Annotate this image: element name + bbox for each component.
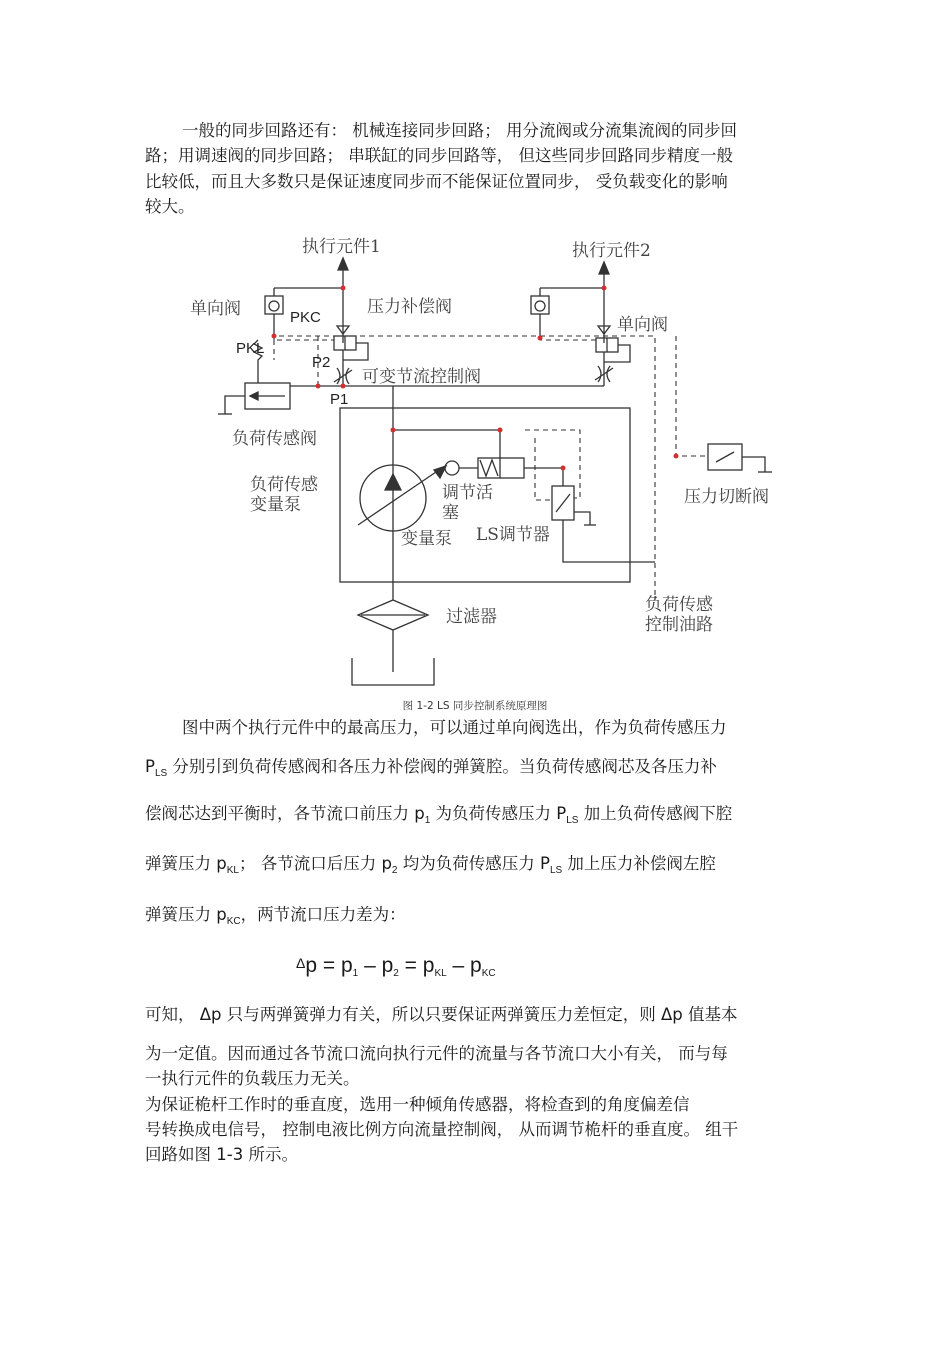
label-ls-pump-1: 负荷传感: [250, 475, 318, 495]
label-filter: 过滤器: [446, 607, 497, 627]
figure-caption: 图 1-2 LS 同步控制系统原理图: [402, 700, 548, 712]
ls-sync-control-schematic: [0, 230, 950, 690]
intro-line-4: 较大。: [145, 197, 195, 216]
label-ls-oil-1: 负荷传感: [645, 595, 713, 615]
intro-line-2: 路；用调速阀的同步回路； 串联缸的同步回路等， 但这些同步回路同步精度一般: [145, 146, 733, 165]
label-adjust-piston-2: 塞: [442, 503, 459, 523]
label-pressure-cutoff: 压力切断阀: [684, 487, 769, 507]
label-pkc: PKC: [290, 309, 321, 326]
pressure-difference-formula: $\Delta p = p_1 - p_2 = p_{KL} - p_{KC}$: [296, 954, 496, 979]
label-check-valve-right: 单向阀: [617, 315, 668, 335]
label-check-valve-left: 单向阀: [190, 299, 241, 319]
label-load-sensing-valve: 负荷传感阀: [232, 429, 317, 449]
label-pressure-comp-valve: 压力补偿阀: [367, 297, 452, 317]
label-variable-throttle: 可变节流控制阀: [362, 367, 481, 387]
label-actuator-2: 执行元件2: [572, 241, 651, 261]
body-line-1: 图中两个执行元件中的最高压力，可以通过单向阀选出，作为负荷传感压力: [182, 718, 727, 737]
label-adjust-piston-1: 调节活: [442, 483, 493, 503]
intro-line-1: 一般的同步回路还有： 机械连接同步回路； 用分流阀或分流集流阀的同步回: [182, 121, 737, 140]
label-p2: P2: [312, 354, 331, 371]
label-pkl: PKL: [236, 340, 265, 357]
label-actuator-1: 执行元件1: [302, 237, 381, 257]
after-line-6: 回路如图 1-3 所示。: [145, 1145, 298, 1164]
label-variable-pump: 变量泵: [401, 529, 452, 549]
label-ls-oil-2: 控制油路: [645, 615, 713, 635]
after-line-5: 号转换成电信号， 控制电液比例方向流量控制阀， 从而调节桅杆的垂直度。 组干: [145, 1120, 739, 1139]
body-line-2: $P_{LS}$ 分别引到负荷传感阀和各压力补偿阀的弹簧腔。当负荷传感阀芯及各压力补: [145, 757, 717, 779]
body-line-4: 弹簧压力 $p_{KL}$； 各节流口后压力 $p_2$ 均为负荷传感压力 $P_{LS}$ 加上压力补偿阀左腔: [145, 854, 716, 876]
body-line-3: 偿阀芯达到平衡时，各节流口前压力 $p_1$ 为负荷传感压力 $P_{LS}$ 加上负荷传感阀下腔: [145, 804, 733, 826]
after-line-2: 为一定值。因而通过各节流口流向执行元件的流量与各节流口大小有关， 而与每: [145, 1044, 728, 1063]
label-p1: P1: [330, 391, 349, 408]
body-line-5: 弹簧压力 $p_{KC}$，两节流口压力差为：: [145, 905, 406, 927]
after-line-3: 一执行元件的负载压力无关。: [145, 1069, 360, 1088]
intro-line-3: 比较低，而且大多数只是保证速度同步而不能保证位置同步， 受负载变化的影响: [145, 172, 728, 191]
after-line-4: 为保证桅杆工作时的垂直度，选用一种倾角传感器，将检查到的角度偏差信: [145, 1095, 690, 1114]
label-ls-pump-2: 变量泵: [250, 495, 301, 515]
after-line-1: 可知， Δp 只与两弹簧弹力有关，所以只要保证两弹簧压力差恒定，则 Δp 值基本: [145, 1005, 738, 1024]
label-ls-regulator: LS调节器: [476, 525, 550, 545]
